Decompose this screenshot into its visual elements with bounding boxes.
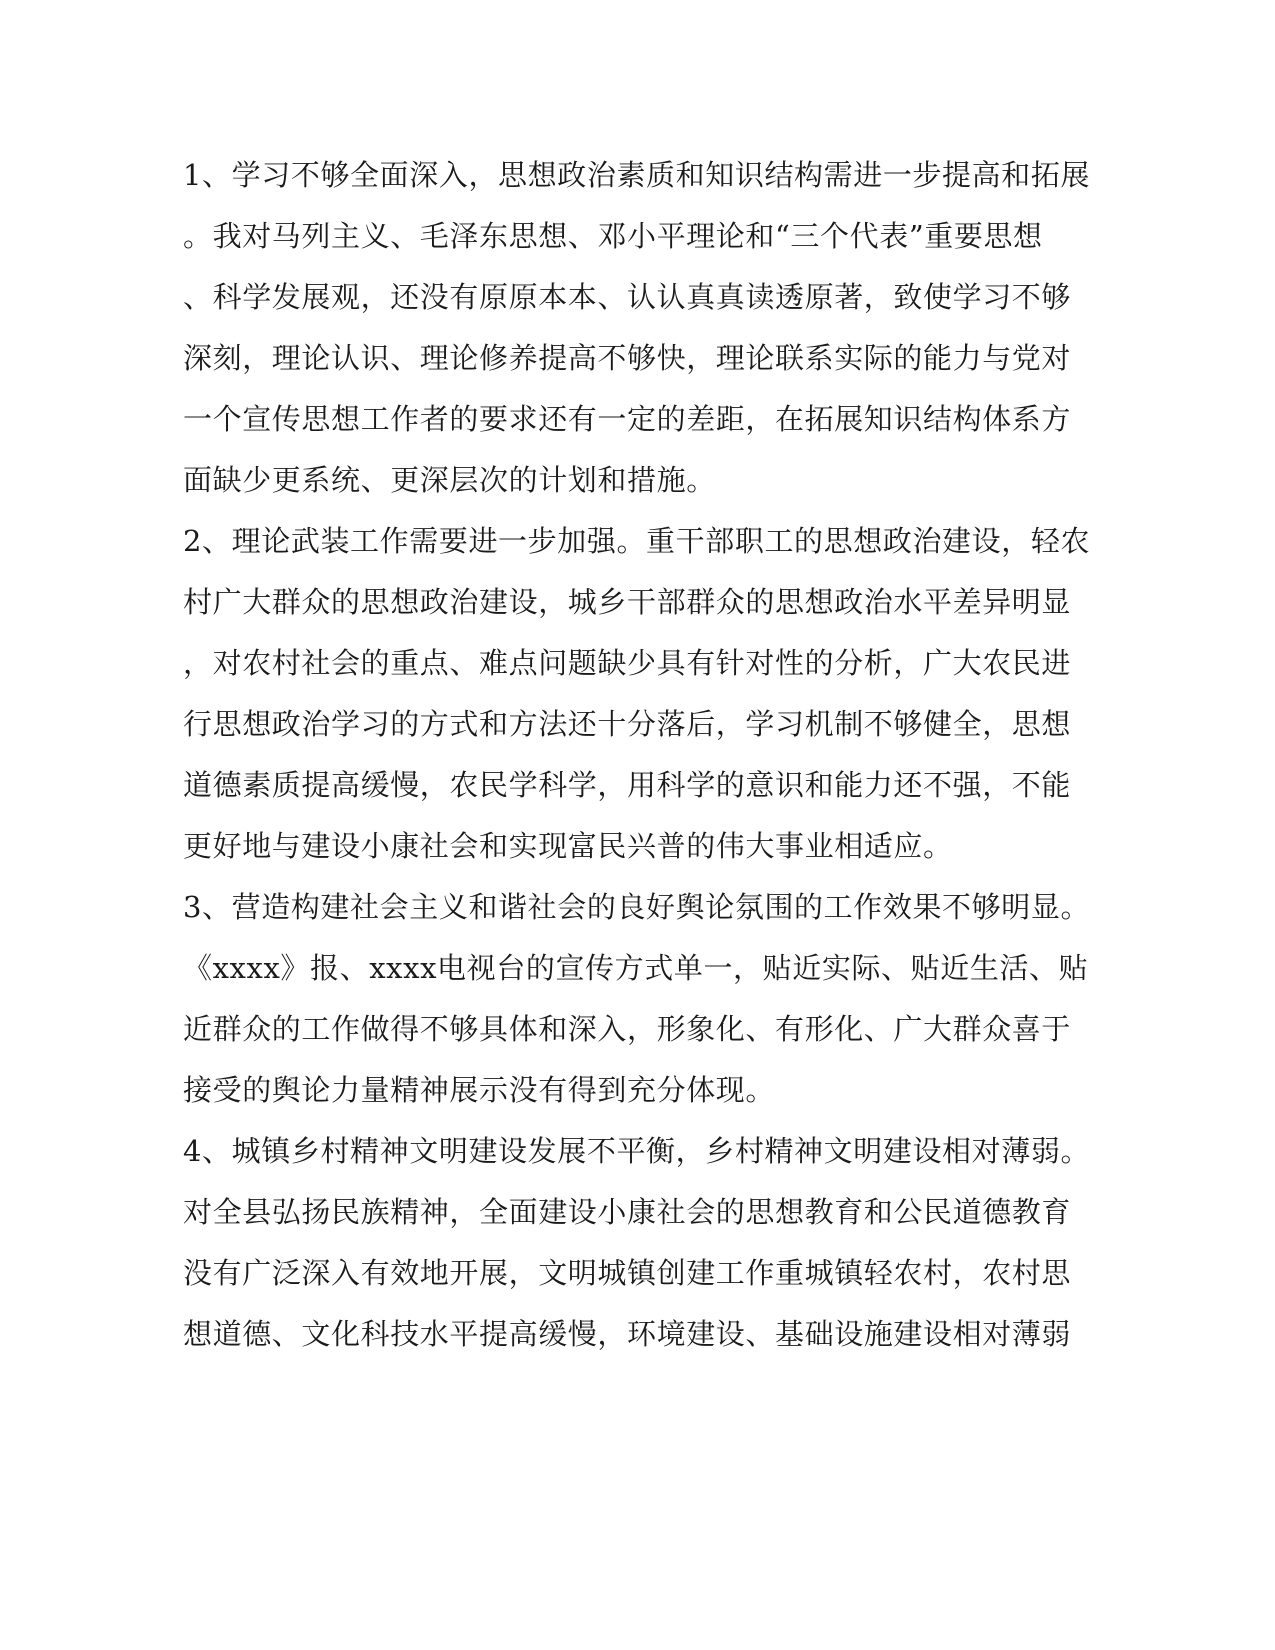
text-line: 2、理论武装工作需要进一步加强。重干部职工的思想政治建设，轻农 bbox=[183, 524, 1091, 558]
text-line: ，对农村社会的重点、难点问题缺少具有针对性的分析，广大农民进 bbox=[183, 646, 1072, 680]
text-line: 深刻，理论认识、理论修养提高不够快，理论联系实际的能力与党对 bbox=[183, 341, 1072, 375]
text-line: 更好地与建设小康社会和实现富民兴普的伟大事业相适应。 bbox=[183, 829, 953, 863]
text-line: 对全县弘扬民族精神，全面建设小康社会的思想教育和公民道德教育 bbox=[183, 1195, 1072, 1229]
text-line: 村广大群众的思想政治建设，城乡干部群众的思想政治水平差异明显 bbox=[183, 585, 1072, 619]
text-line: 《xxxx》报、xxxx电视台的宣传方式单一，贴近实际、贴近生活、贴 bbox=[183, 951, 1089, 985]
text-line: 、科学发展观，还没有原原本本、认认真真读透原著，致使学习不够 bbox=[183, 280, 1072, 314]
text-line: 3、营造构建社会主义和谐社会的良好舆论氛围的工作效果不够明显。 bbox=[183, 890, 1091, 924]
text-line: 近群众的工作做得不够具体和深入，形象化、有形化、广大群众喜于 bbox=[183, 1012, 1072, 1046]
text-line: 想道德、文化科技水平提高缓慢，环境建设、基础设施建设相对薄弱 bbox=[183, 1317, 1072, 1351]
text-line: 。我对马列主义、毛泽东思想、邓小平理论和“三个代表”重要思想 bbox=[183, 219, 1043, 253]
text-line: 没有广泛深入有效地开展，文明城镇创建工作重城镇轻农村，农村思 bbox=[183, 1256, 1072, 1290]
text-line: 一个宣传思想工作者的要求还有一定的差距，在拓展知识结构体系方 bbox=[183, 402, 1072, 436]
text-line: 行思想政治学习的方式和方法还十分落后，学习机制不够健全，思想 bbox=[183, 707, 1072, 741]
text-line: 接受的舆论力量精神展示没有得到充分体现。 bbox=[183, 1073, 776, 1107]
text-line: 1、学习不够全面深入，思想政治素质和知识结构需进一步提高和拓展 bbox=[183, 158, 1091, 192]
text-line: 4、城镇乡村精神文明建设发展不平衡，乡村精神文明建设相对薄弱。 bbox=[183, 1134, 1091, 1168]
text-line: 面缺少更系统、更深层次的计划和措施。 bbox=[183, 463, 716, 497]
text-line: 道德素质提高缓慢，农民学科学，用科学的意识和能力还不强，不能 bbox=[183, 768, 1072, 802]
